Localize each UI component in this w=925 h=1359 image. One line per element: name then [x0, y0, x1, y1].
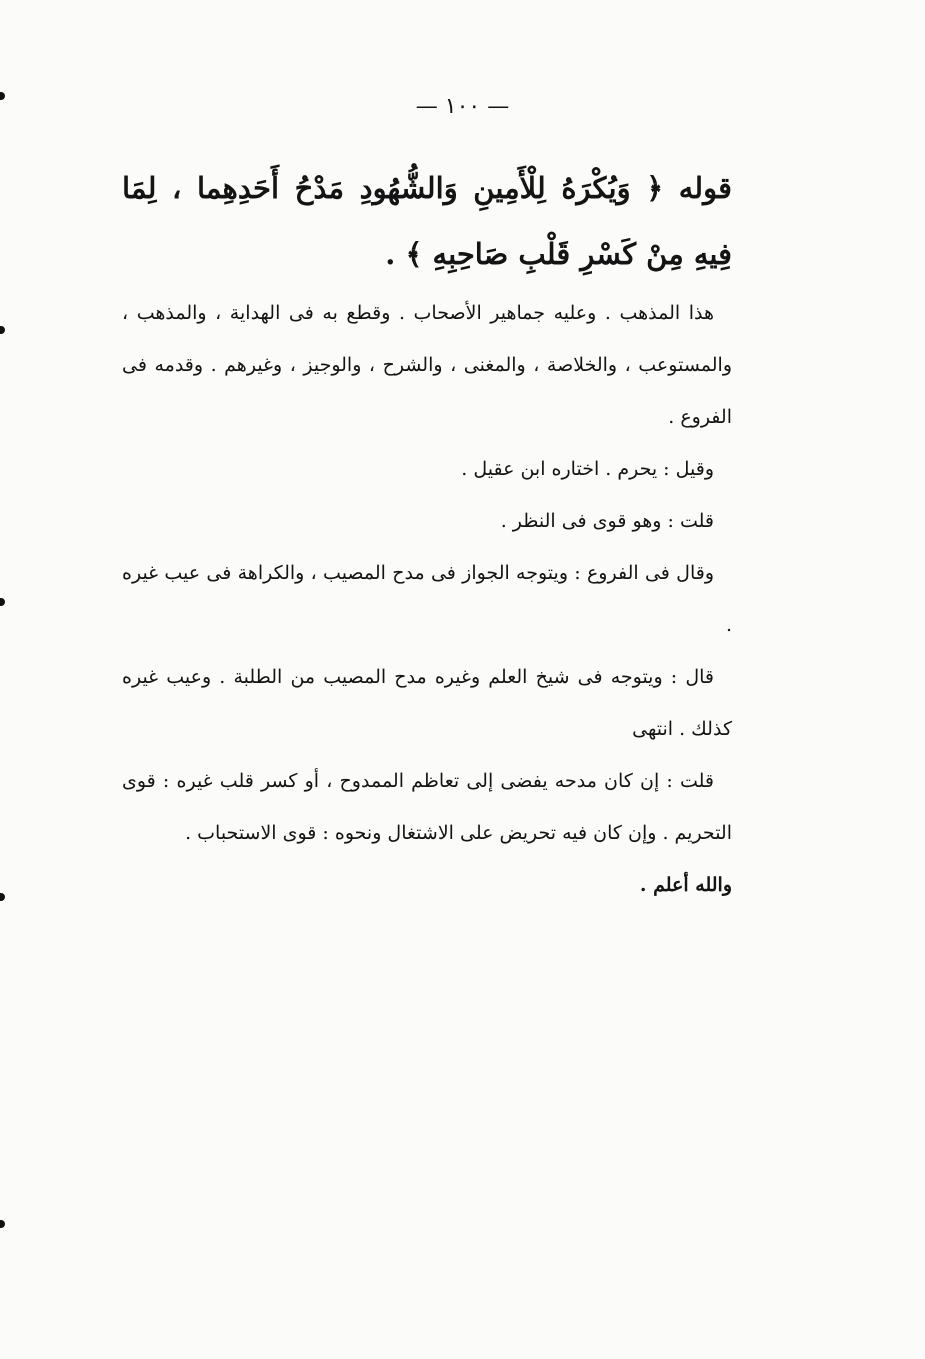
page-number: — ١٠٠ — [415, 94, 510, 119]
paragraph: قال : ويتوجه فى شيخ العلم وغيره مدح المصيب من الطلبة . وعيب غيره كذلك . انتهى [122, 666, 732, 740]
margin-mark [0, 1220, 5, 1228]
paragraph: قلت : وهو قوى فى النظر . [500, 510, 714, 532]
paragraph: قلت : إن كان مدحه يفضى إلى تعاظم الممدوح ، أو كسر قلب غيره : قوى التحريم . وإن كان فيه تحريض على الاشتغال ونحوه : قوى الاستحباب . [122, 770, 732, 844]
margin-mark [0, 326, 5, 334]
margin-mark [0, 598, 5, 606]
margin-mark [0, 893, 5, 901]
paragraph: وقيل : يحرم . اختاره ابن عقيل . [461, 458, 714, 480]
paragraph: هذا المذهب . وعليه جماهير الأصحاب . وقطع به فى الهداية ، والمذهب ، والمستوعب ، والخلاصة ، والمغنى ، والشرح ، والوجيز ، وغيرهم . وقدمه فى الفروع . [122, 302, 732, 428]
quoted-heading: قوله ﴿ وَيُكْرَهُ لِلْأَمِينِ وَالشُّهُودِ مَدْحُ أَحَدِهِما ، لِمَا فِيهِ مِنْ كَسْرِ قَلْبِ صَاحِبِهِ ﴾ . [122, 171, 732, 271]
paragraph: وقال فى الفروع : ويتوجه الجواز فى مدح المصيب ، والكراهة فى عيب غيره . [122, 562, 732, 636]
closing-line: والله أعلم . [639, 874, 732, 896]
body-text [122, 155, 732, 911]
